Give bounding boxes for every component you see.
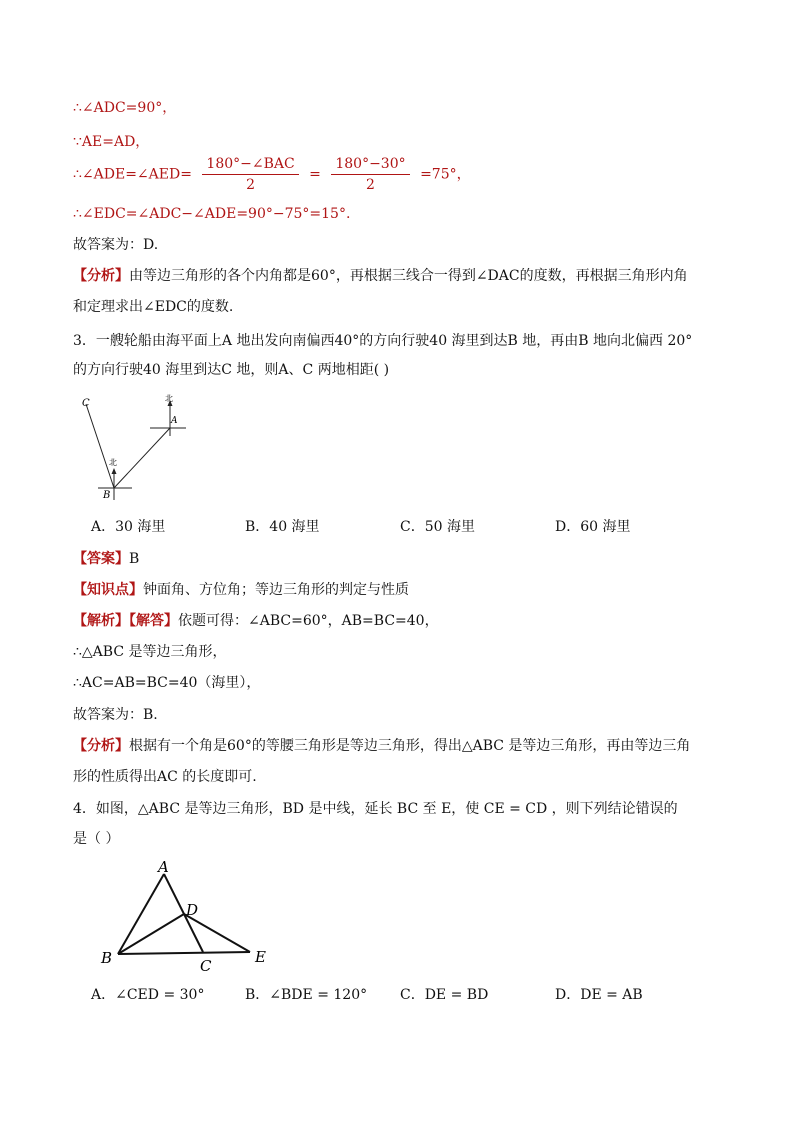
fraction-bac-numerator: 180°−∠BAC: [202, 156, 298, 175]
question-3-line-2: 的方向行驶40 海里到达C 地，则A、C 两地相距( ): [73, 362, 390, 378]
knowledge-tag: 【知识点】: [73, 582, 143, 598]
fraction-bac-denominator: 2: [246, 177, 256, 193]
label-d: D: [186, 901, 199, 919]
analysis-text: 由等边三角形的各个内角都是60°，再根据三线合一得到∠DAC的度数，再根据三角形内角: [129, 268, 688, 284]
triangle-figure: [95, 855, 275, 975]
question-3-line-1: 3．一艘轮船由海平面上A 地出发向南偏西40°的方向行驶40 海里到达B 地，再由B 地向北偏西 20°: [73, 333, 693, 349]
equals-sign: =: [309, 166, 321, 183]
q3-option-a: A．30 海里: [91, 519, 166, 535]
label-c: C: [82, 398, 90, 409]
solution-text: 依题可得：∠ABC=60°，AB=BC=40，: [178, 613, 439, 629]
q3-knowledge-line: [73, 580, 409, 600]
segment-bc: [86, 404, 114, 488]
segment-ab: [114, 428, 170, 488]
north-arrowhead-b: [112, 468, 117, 474]
label-north-a: 北: [165, 394, 173, 403]
ade-suffix: =75°，: [420, 166, 471, 183]
q3-analysis-line-a: [73, 736, 690, 756]
q3-step-equilateral: ∴△ABC 是等边三角形，: [73, 644, 227, 660]
ade-prefix: ∴∠ADE=∠AED=: [73, 166, 192, 183]
answer-tag: 【答案】: [73, 551, 129, 567]
label-b: B: [103, 490, 111, 501]
segment-ab: [118, 874, 164, 954]
knowledge-text: 钟面角、方位角；等边三角形的判定与性质: [143, 582, 409, 598]
q4-option-b: B．∠BDE = 120°: [245, 987, 368, 1003]
solution-line-ade: [73, 156, 471, 193]
q4-option-d: D．DE = AB: [555, 987, 643, 1003]
q4-option-a: A．∠CED = 30°: [91, 987, 205, 1003]
label-e: E: [255, 948, 266, 966]
fraction-numeric-denominator: 2: [366, 177, 375, 193]
q3-answer-repeat: 故答案为：B.: [73, 707, 158, 723]
analysis-line-p2-b: 和定理求出∠EDC的度数.: [73, 299, 234, 315]
solution-tag: 【解析】【解答】: [73, 613, 178, 629]
analysis-tag: 【分析】: [73, 738, 129, 754]
q3-solution-line: [73, 611, 439, 631]
label-b: B: [101, 949, 113, 967]
label-a: A: [158, 858, 169, 876]
q3-option-b: B．40 海里: [245, 519, 320, 535]
q3-option-c: C．50 海里: [400, 519, 475, 535]
solution-line-edc: ∴∠EDC=∠ADC−∠ADE=90°−75°=15°.: [73, 206, 351, 222]
fraction-numeric-numerator: 180°−30°: [331, 156, 409, 175]
question-4-line-2: 是（ ）: [73, 831, 120, 847]
q3-answer-line: [73, 549, 139, 569]
analysis-text: 根据有一个角是60°的等腰三角形是等边三角形，得出△ABC 是等边三角形，再由等边三角: [129, 738, 691, 754]
navigation-figure: [70, 390, 200, 505]
analysis-line-p2-a: [73, 266, 688, 286]
answer-value: B: [129, 551, 140, 567]
fraction-bac: [202, 156, 298, 193]
fraction-numeric: [331, 156, 409, 193]
q3-option-d: D．60 海里: [555, 519, 631, 535]
label-north-b: 北: [109, 458, 117, 467]
label-a: A: [171, 416, 178, 426]
segment-bd: [118, 914, 184, 954]
solution-line-adc: ∴∠ADC=90°，: [73, 100, 177, 116]
analysis-tag: 【分析】: [73, 268, 129, 284]
segment-be: [118, 952, 250, 954]
solution-line-ae-ad: ∵AE=AD，: [73, 134, 150, 150]
answer-line-p2: 故答案为：D.: [73, 237, 159, 253]
q4-option-c: C．DE = BD: [400, 987, 489, 1003]
label-c: C: [200, 957, 212, 975]
question-4-line-1: 4．如图，△ABC 是等边三角形，BD 是中线，延长 BC 至 E，使 CE = CD ，则下列结论错误的: [73, 801, 678, 817]
q3-analysis-line-b: 形的性质得出AC 的长度即可.: [73, 769, 257, 785]
q3-step-length: ∴AC=AB=BC=40（海里），: [73, 675, 261, 691]
